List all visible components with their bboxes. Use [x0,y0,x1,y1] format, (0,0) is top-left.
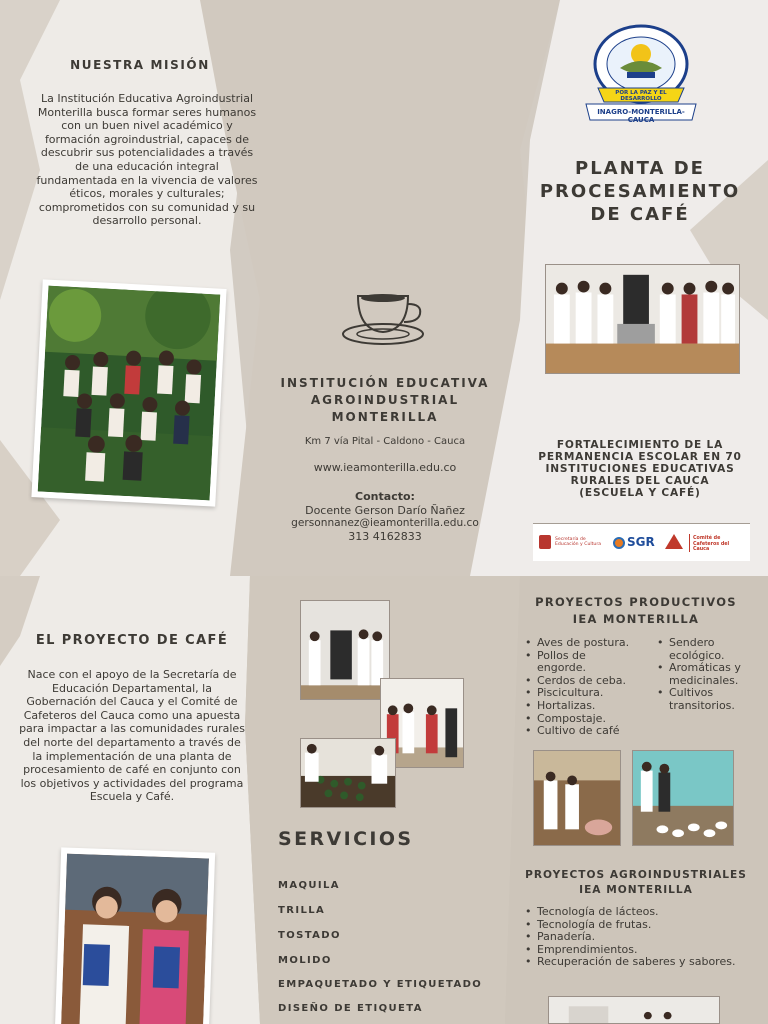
website-link[interactable]: www.ieamonterilla.edu.co [313,461,457,474]
productive-title-line2: IEA MONTERILLA [572,612,700,626]
coffee-seedlings-photo [300,738,396,808]
pig-farm-photo [533,750,621,846]
list-item: • Aves de postura. [523,637,651,650]
cover-title-line3: DE CAFÉ [590,204,690,225]
coffee-roaster-photo [545,264,740,374]
list-item: • Panadería. [523,931,753,944]
students-coffee-bags-photo [55,847,215,1024]
service-item: MOLIDO [278,955,332,966]
sgr-logo [613,535,657,551]
list-item: • Recuperación de saberes y sabores. [523,956,753,969]
coffee-cup-icon [340,286,430,348]
sponsor-comite: Comité de Cafeteros del Cauca [693,536,730,553]
cover-subtitle-line4: RURALES DEL CAUCA [570,475,710,487]
service-item: MAQUILA [278,880,340,891]
agro-list [523,906,753,969]
list-item: • Sendero ecológico. [655,637,745,662]
sponsor-divider [689,534,690,552]
project-text: Nace con el apoyo de la Secretaría de Educación Departamental, la Gobernación del Cauca y el Comité de Cafeteros del Cauca como una apuesta para impactar a las comunidades rurales del norte del departamento a través de la implementación de una planta de procesamiento de café en conjunto con los objetivos y actividades del programa Escuela y Café. [19,668,245,804]
sgr-swirl-icon [613,537,625,549]
contact-phone: 313 4162833 [348,530,422,543]
poultry-farm-photo [632,750,734,846]
brochure-inside [0,576,768,1024]
gobernacion-seal-icon [539,535,551,549]
productive-list-col1 [523,637,651,738]
cover-subtitle-line2: PERMANENCIA ESCOLAR EN 70 [538,451,742,463]
address-text: Km 7 vía Pital - Caldono - Cauca [304,436,466,447]
institution-name-line3: MONTERILLA [331,410,439,424]
list-item: • Piscicultura. [523,687,651,700]
list-item: • Tecnología de frutas. [523,919,753,932]
sponsor-secretaria: Secretaría de Educación y Cultura [555,537,602,548]
list-item: • Pollos de engorde. [523,650,615,675]
list-item: • Aromáticas y medicinales. [655,662,761,687]
agro-title-line2: IEA MONTERILLA [579,884,693,896]
school-logo [580,24,702,124]
institution-name-line1: INSTITUCIÓN EDUCATIVA [280,376,490,390]
service-item: DISEÑO DE ETIQUETA [278,1003,423,1014]
list-item: • Emprendimientos. [523,944,753,957]
productive-list-col2 [655,637,761,713]
students-group-photo [31,279,226,506]
mission-text: La Institución Educativa Agroindustrial Monterilla busca formar seres humanos con un buen nivel académico y formación agroindustrial, capaces de descubrir sus potencialidades a través de una educación integral fundamentada en la vivencia de valores éticos, morales y culturales; comprometidos con su comunidad y su desarrollo personal. [36,92,258,228]
logo-ribbon-text: POR LA PAZ Y EL DESARROLLO [615,90,667,102]
cover-subtitle-line3: INSTITUCIONES EDUCATIVAS [545,463,735,475]
cover-title-line2: PROCESAMIENTO [539,181,741,202]
list-item: • Hortalizas. [523,700,651,713]
service-item: EMPAQUETADO Y ETIQUETADO [278,979,483,990]
logo-base-text: INAGRO-MONTERILLA-CAUCA [597,108,685,124]
sponsor-logos [533,523,750,561]
list-item: • Cultivo de café [523,725,651,738]
contact-email[interactable]: gersonnanez@ieamonterilla.edu.co [291,517,479,529]
cover-subtitle-line1: FORTALECIMIENTO DE LA [556,439,724,451]
cafeteros-triangle-icon [665,534,683,549]
agroindustrial-photo [548,996,720,1024]
list-item: • Cerdos de ceba. [523,675,651,688]
project-title: EL PROYECTO DE CAFÉ [35,633,229,648]
service-item: TRILLA [278,905,326,916]
list-item: • Tecnología de lácteos. [523,906,753,919]
list-item: • Compostaje. [523,713,651,726]
productive-title-line1: PROYECTOS PRODUCTIVOS [535,595,737,609]
coffee-plant-photo-1 [300,600,390,700]
contact-person: Docente Gerson Darío Ñañez [305,504,465,517]
sgr-text: SGR [627,535,655,549]
list-item: • Cultivos transitorios. [655,687,745,712]
service-item: TOSTADO [278,930,341,941]
cover-subtitle-line5: (ESCUELA Y CAFÉ) [579,487,701,499]
services-title: SERVICIOS [278,828,414,850]
contact-label: Contacto: [355,490,415,503]
institution-name-line2: AGROINDUSTRIAL [310,393,460,407]
mission-title: NUESTRA MISIÓN [70,58,210,72]
cover-title-line1: PLANTA DE [575,158,705,179]
agro-title-line1: PROYECTOS AGROINDUSTRIALES [525,869,747,881]
